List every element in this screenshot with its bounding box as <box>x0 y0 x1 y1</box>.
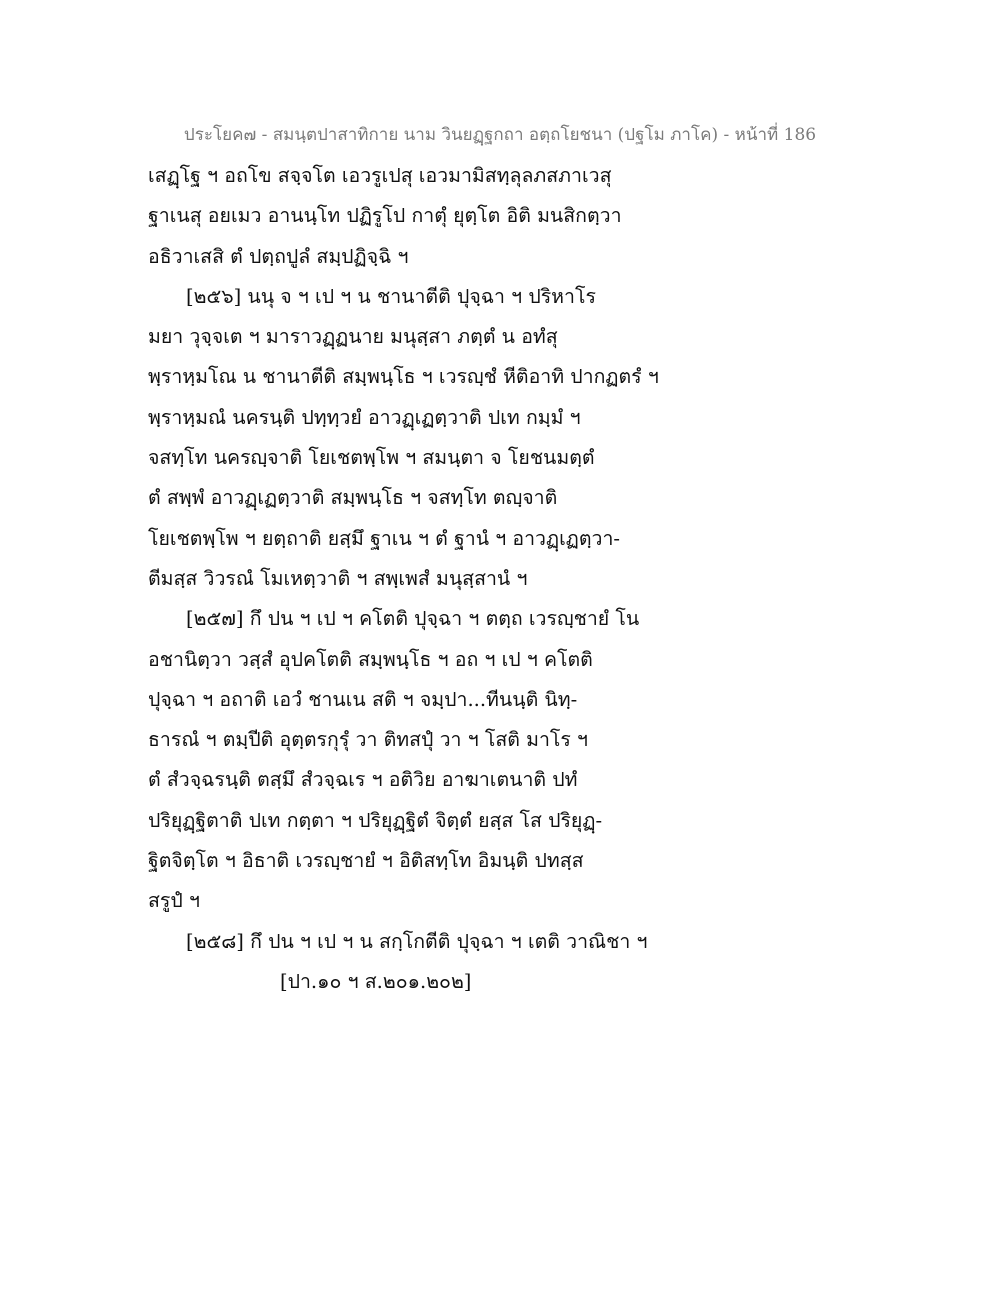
text-line: มยา วุจฺจเต ฯ มาราวฏฺฏนาย มนุสฺสา ภตฺตํ น อทํสุ <box>148 325 558 349</box>
text-line: ตํ สํวจฺฉรนฺติ ตสฺมึ สํวจฺฉเร ฯ อติวิย อาฆาเตนาติ ปทํ <box>148 768 578 792</box>
body-text <box>148 156 868 1002</box>
text-line: อชานิตฺวา วสฺสํ อุปคโตติ สมฺพนฺโธ ฯ อถ ฯ เป ฯ คโตติ <box>148 647 593 671</box>
text-line: สรูปํ ฯ <box>148 889 200 913</box>
text-line: จสทฺโท นครญฺจาติ โยเชตพฺโพ ฯ สมนฺตา จ โยชนมตฺตํ <box>148 446 595 470</box>
text-line: ปุจฺฉา ฯ อถาติ เอวํ ชานเน สติ ฯ จมฺปา...ทีนนฺติ นิทฺ- <box>148 687 578 711</box>
paragraph-start-256: [๒๕๖] นนุ จ ฯ เป ฯ น ชานาตีติ ปุจฺฉา ฯ ปริหาโร <box>186 284 596 308</box>
text-line: ธารณํ ฯ ตมฺปีติ อุตฺตรกุรุํ วา ติทสปุํ วา ฯ โสติ มาโร ฯ <box>148 728 588 752</box>
text-line: ตีมสฺส วิวรณํ โมเหตฺวาติ ฯ สพฺเพสํ มนุสฺสานํ ฯ <box>148 566 528 590</box>
text-line: โยเชตพฺโพ ฯ ยตฺถาติ ยสฺมึ ฐาเน ฯ ตํ ฐานํ ฯ อาวฏฺเฏตฺวา- <box>148 526 620 550</box>
text-line: ปริยุฏฺฐิตาติ ปเท กตฺตา ฯ ปริยุฏฺฐิตํ จิตฺตํ ยสฺส โส ปริยุฏฺ- <box>148 808 603 832</box>
text-line: พฺราหฺมโณ น ชานาตีติ สมฺพนฺโธ ฯ เวรญฺชํ หีติอาทิ ปากฏตรํ ฯ <box>148 365 659 389</box>
text-line: เสฏฺโฐ ฯ อถโข สจฺจโต เอวรูเปสุ เอวมามิสทฺลุลภสภาเวสุ <box>148 164 612 187</box>
paragraph-start-257: [๒๕๗] กึ ปน ฯ เป ฯ คโตติ ปุจฺฉา ฯ ตตฺถ เวรญฺชายํ โน <box>186 607 640 631</box>
page-reference: [ปา.๑๐ ฯ ส.๒๐๑.๒๐๒] <box>280 969 472 993</box>
paragraph-start-258: [๒๕๘] กึ ปน ฯ เป ฯ น สกฺโกตีติ ปุจฺฉา ฯ เตติ วาณิชา ฯ <box>186 929 648 953</box>
text-line: ฐิตจิตฺโต ฯ อิธาติ เวรญฺชายํ ฯ อิติสทฺโท อิมนฺติ ปทสฺส <box>148 849 584 873</box>
text-line: ฐาเนสุ อยเมว อานนฺโท ปฏิรูโป กาตุํ ยุตฺโต อิติ มนสิกตฺวา <box>148 204 622 228</box>
text-line: พฺราหฺมณํ นครนฺติ ปทฺทฺวยํ อาวฏฺเฏตฺวาติ ปเท กมฺมํ ฯ <box>148 405 581 429</box>
page-header: ประโยค๗ - สมนฺตปาสาทิกาย นาม วินยฏฺฐกถา อตฺถโยชนา (ปฐโม ภาโค) - หน้าที่ 186 <box>183 125 817 145</box>
text-line: ตํ สพฺพํ อาวฏฺเฏตฺวาติ สมฺพนฺโธ ฯ จสทฺโท ตญฺจาติ <box>148 486 558 510</box>
text-line: อธิวาเสสิ ตํ ปตฺถปูลํ สมฺปฏิจฺฉิ ฯ <box>148 244 409 268</box>
